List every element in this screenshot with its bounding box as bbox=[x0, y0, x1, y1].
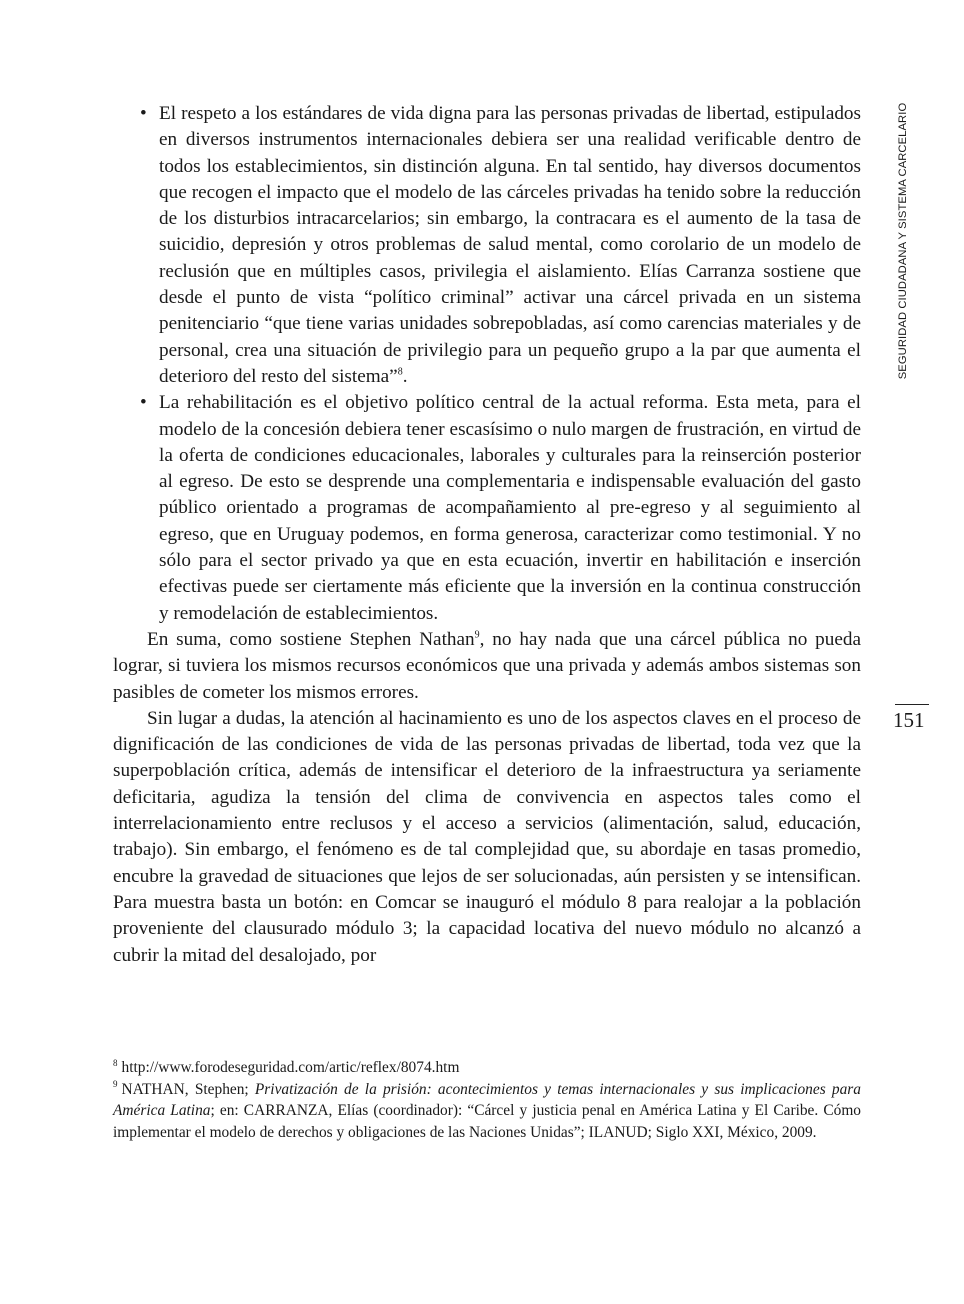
footnote-ref-9[interactable]: 9 bbox=[474, 629, 480, 641]
bullet-dot: • bbox=[140, 392, 147, 414]
footnote-title: Privatización de la prisión: acontecimientos y temas internacionales y sus implicaciones para América Latina bbox=[113, 1080, 861, 1120]
running-head bbox=[893, 100, 913, 382]
bullet-dot: • bbox=[140, 103, 147, 124]
paragraph-text-part: , no hay nada que una cárcel pública no pueda lograr, si tuviera los mismos recursos económicos que una privada y además ambos sistemas son pasibles de cometer los mismos errores. bbox=[113, 628, 861, 703]
bullet-text bbox=[159, 101, 861, 390]
footnote-ref-8[interactable]: 8 bbox=[397, 366, 403, 378]
footnote-citation: ; en: CARRANZA, Elías (coordinador): “Cárcel y justicia penal en América Latina y El Caribe. Cómo implementar el modelo de derechos y obligaciones de las Naciones Unidas”; ILANUD; Siglo XXI, México, 2009. bbox=[113, 1102, 861, 1141]
body-paragraph bbox=[113, 706, 861, 969]
footnote-9 bbox=[113, 1079, 861, 1144]
bullet-item bbox=[113, 101, 861, 390]
footnotes bbox=[113, 1057, 861, 1143]
bullet-text-part: . bbox=[402, 365, 408, 387]
bullet-text-part: La rehabilitación es el objetivo político central de la actual reforma. Esta meta, para el modelo de la concesión debiera tener escasísimo o nulo margen de frustración, en virtud de la oferta de condiciones educacionales, laborales y culturales para la reinserción posterior al egreso. De esto se desprende una complementaria e indispensable evaluación del gasto público orientado a programas de acompañamiento al pre-egreso y al seguimiento al egreso, que en Uruguay podemos, en forma generosa, caracterizar como testimonial. Y no sólo para el sector privado ya que en esta ecuación, invertir en habilitación e inserción efectivas puede ser ciertamente más eficiente que la inversión en la continua construcción y remodelación de establecimientos. bbox=[159, 392, 861, 624]
paragraph-text-part: Sin lugar a dudas, la atención al hacinamiento es uno de los aspectos claves en el proceso de dignificación de las condiciones de vida de las personas privadas de libertad, toda vez que la superpoblación crítica, además de intensificar el deterioro de la infraestructura ya seriamente deficitaria, agudiza la tensión del clima de convivencia en aspectos tales como el interrelacionamiento entre reclusos y el acceso a servicios (alimentación, salud, educación, trabajo). Sin embargo, el fenómeno es de tal complejidad que, su abordaje en tasas promedio, encubre la gravedad de situaciones que lejos de ser solucionadas, aún persisten y se intensifican. Para muestra basta un botón: en Comcar se inauguró el módulo 8 para realojar a la población proveniente del clausurado módulo 3; la capacidad locativa del nuevo módulo no alcanzó a cubrir la mitad del desalojado, por bbox=[113, 707, 861, 966]
footnote-8 bbox=[113, 1057, 861, 1079]
bullet-text bbox=[159, 390, 861, 627]
footnote-author: NATHAN, Stephen; bbox=[121, 1080, 255, 1098]
bullet-item bbox=[113, 390, 861, 627]
main-text bbox=[113, 101, 861, 969]
page-number-rule bbox=[895, 704, 929, 705]
page-number: 151 bbox=[893, 708, 925, 732]
footnote-number: 8 bbox=[113, 1057, 118, 1068]
paragraph-text-part: En suma, como sostiene Stephen Nathan bbox=[147, 628, 475, 650]
footnote-link[interactable]: http://www.forodeseguridad.com/artic/reflex/8074.htm bbox=[121, 1059, 460, 1076]
body-paragraph bbox=[113, 627, 861, 706]
bullet-text-part: El respeto a los estándares de vida digna para las personas privadas de libertad, estipulados en diversos instrumentos internacionales debiera ser una realidad verificable dentro de todos los establecimientos, sin distinción alguna. En tal sentido, hay diversos documentos que recogen el impacto que el modelo de las cárceles privadas ha tenido sobre la reducción de los disturbios intracarcelarios; sin embargo, la contracara es el aumento de la tasa de suicidio, depresión y otros problemas de salud mental, como corolario de un modelo de reclusión que en múltiples casos, privilegia el aislamiento. Elías Carranza sostiene que desde el punto de vista “político criminal” activar una cárcel privada en un sistema penitenciario “que tiene varias unidades sobrepobladas, así como carencias materiales y de personal, crea una situación de privilegio para un pequeño grupo a la par que aumenta el deterioro del resto del sistema” bbox=[159, 103, 861, 387]
footnote-number: 9 bbox=[113, 1079, 118, 1090]
running-head-text: SEGURIDAD CIUDADANA Y SISTEMA CARCELARIO bbox=[897, 102, 909, 380]
